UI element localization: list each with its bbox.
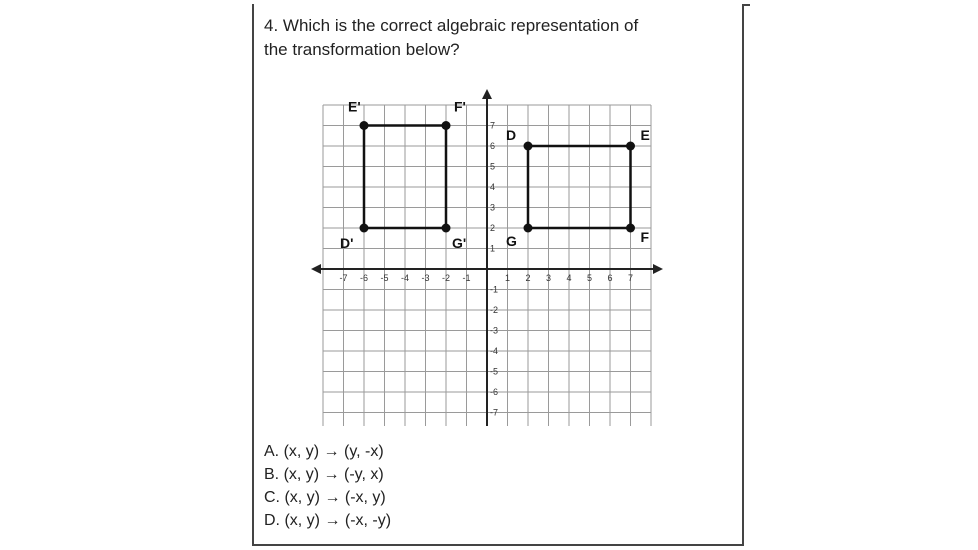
x-tick-label: 4	[566, 273, 572, 283]
x-tick-label: -4	[400, 273, 410, 283]
vertex-label: E	[640, 127, 650, 143]
x-tick-label: -3	[421, 273, 430, 283]
answer-choices	[264, 440, 391, 532]
original-vertex	[626, 142, 635, 151]
vertex-label: D'	[340, 235, 354, 251]
question-text	[264, 14, 724, 62]
y-axis-arrow-up	[482, 89, 492, 99]
x-tick-label: 5	[586, 273, 593, 283]
original-vertex	[524, 224, 533, 233]
x-axis-arrow-right	[653, 264, 663, 274]
question-line-1: 4. Which is the correct algebraic representation of	[264, 16, 639, 35]
choice-d[interactable]: D. (x, y) → (-x, -y)	[264, 512, 392, 529]
y-tick-label: 2	[490, 223, 496, 233]
y-tick-label: 6	[490, 141, 496, 151]
vertex-label: G	[506, 233, 517, 249]
choice-b[interactable]: B. (x, y) → (-y, x)	[264, 466, 384, 483]
x-axis-arrow-left	[311, 264, 321, 274]
vertex-label: F'	[454, 98, 466, 115]
vertex-label: D	[506, 127, 517, 143]
y-tick-label: 1	[490, 243, 496, 254]
y-tick-label: 7	[490, 120, 496, 131]
y-tick-label: -4	[490, 346, 499, 356]
x-tick-label: -7	[339, 273, 348, 283]
question-line-2: the transformation below?	[264, 40, 460, 59]
y-tick-label: 3	[490, 202, 496, 213]
y-tick-label: 5	[490, 161, 496, 172]
vertex-label: E'	[348, 98, 361, 115]
y-tick-label: 4	[490, 182, 496, 192]
x-tick-label: -2	[441, 273, 451, 283]
y-tick-label: -2	[490, 305, 499, 315]
image-vertex	[360, 224, 369, 233]
vertex-label: F	[640, 229, 650, 245]
original-vertex	[626, 224, 635, 233]
x-tick-label: 6	[607, 273, 613, 283]
x-tick-label: 3	[545, 273, 552, 283]
y-tick-label: -1	[490, 284, 499, 295]
x-tick-label: -1	[462, 273, 471, 283]
choice-c[interactable]: C. (x, y) → (-x, y)	[264, 489, 386, 506]
x-tick-label: 1	[504, 273, 511, 283]
choice-a[interactable]: A. (x, y) → (y, -x)	[264, 443, 384, 460]
y-tick-label: -6	[490, 387, 499, 397]
image-vertex	[360, 121, 369, 130]
y-tick-label: -3	[490, 325, 499, 336]
x-tick-label: 2	[525, 273, 531, 283]
y-tick-label: -5	[490, 366, 499, 377]
vertex-label: G'	[452, 235, 467, 251]
x-tick-label: -5	[380, 273, 389, 283]
original-vertex	[524, 142, 533, 151]
coordinate-grid	[300, 74, 680, 426]
x-tick-label: -6	[359, 273, 369, 283]
y-tick-label: -7	[490, 407, 499, 418]
image-vertex	[442, 121, 451, 130]
x-tick-label: 7	[627, 273, 634, 283]
image-vertex	[442, 224, 451, 233]
